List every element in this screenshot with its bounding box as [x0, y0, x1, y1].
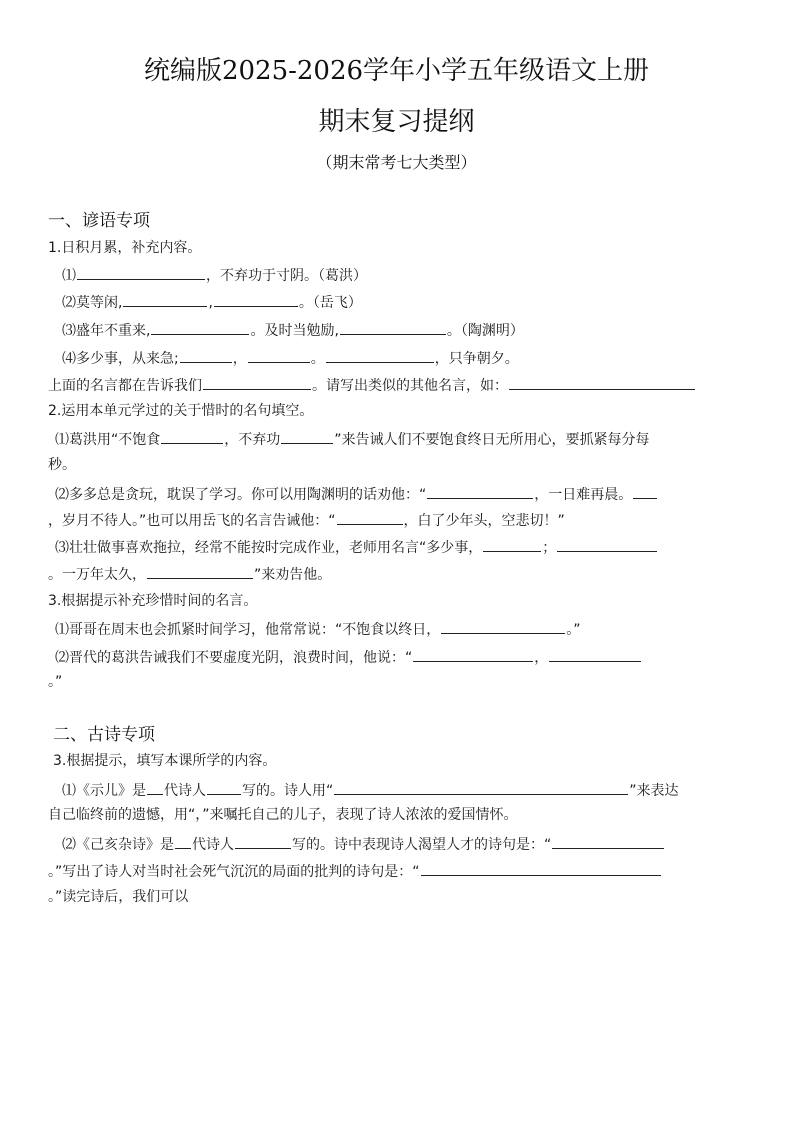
q1-b-prefix: ⑵莫等闲,: [62, 295, 123, 311]
answer-blank[interactable]: [147, 564, 253, 579]
answer-blank[interactable]: [509, 375, 695, 390]
q3-b-mid: ，: [534, 650, 549, 666]
q3-item-a: [55, 619, 581, 639]
q2-a-prefix: ⑴葛洪用“不饱食: [55, 432, 161, 448]
q2-item-a: [55, 429, 650, 449]
answer-blank[interactable]: [235, 834, 291, 849]
q2-item-c: [55, 537, 658, 557]
q2-item-b-cont: [48, 510, 565, 530]
q1-item-d: [62, 348, 519, 368]
s2-q3-item-a-cont: 自己临终前的遗憾，用“，”来嘱托自己的儿子，表现了诗人浓浓的爱国情怀。: [48, 807, 518, 823]
q2-c-cont-suffix: ”来劝告他。: [254, 567, 332, 583]
s2-a-suffix: ”来表达: [629, 783, 679, 799]
s2-a-mid2: 写的。诗人用“: [242, 783, 334, 799]
answer-blank[interactable]: [281, 429, 333, 444]
s2-b-prefix: ⑵《己亥杂诗》是: [62, 837, 174, 853]
answer-blank[interactable]: [326, 348, 434, 363]
q2-b-prefix: ⑵多多总是贪玩，耽误了学习。你可以用陶渊明的话劝他：“: [55, 487, 427, 503]
answer-blank[interactable]: [175, 834, 191, 849]
q2-item-b: [55, 484, 658, 504]
q2-item-a-cont: 秒。: [48, 457, 76, 473]
q1-item-e: [48, 375, 696, 395]
q1-d-prefix: ⑷多少事，从来急;: [62, 351, 179, 367]
q3-a-prefix: ⑴哥哥在周末也会抓紧时间学习，他常常说：“不饱食以终日，: [55, 622, 441, 638]
q2-item-c-cont: [48, 564, 331, 584]
q1-a-suffix: ，不弃功于寸阴。（葛洪）: [206, 268, 367, 284]
q2-c-mid: ；: [542, 540, 557, 556]
q1-d-suffix: ，只争朝夕。: [434, 351, 519, 367]
q1-b-mid: ,: [208, 295, 213, 311]
answer-blank[interactable]: [557, 537, 657, 552]
answer-blank[interactable]: [161, 429, 223, 444]
q1-c-mid: 。及时当勉励,: [250, 323, 339, 339]
answer-blank[interactable]: [123, 292, 207, 307]
answer-blank[interactable]: [77, 265, 205, 280]
answer-blank[interactable]: [151, 320, 249, 335]
answer-blank[interactable]: [214, 292, 298, 307]
s2-q3-item-b-cont: [48, 861, 662, 881]
answer-blank[interactable]: [337, 510, 403, 525]
q2-stem: 2.运用本单元学过的关于惜时的名句填空。: [48, 403, 314, 419]
q1-d-mid1: ，: [232, 351, 247, 367]
document-subtitle: （期末常考七大类型）: [316, 153, 477, 172]
section2-heading: 二、古诗专项: [53, 725, 155, 745]
answer-blank[interactable]: [334, 780, 628, 795]
answer-blank[interactable]: [633, 484, 657, 499]
q3-a-suffix: 。”: [566, 622, 581, 638]
answer-blank[interactable]: [421, 861, 661, 876]
q1-e-prefix: 上面的名言都在告诉我们: [48, 378, 202, 394]
s2-q3-item-b-cont2: 。”读完诗后，我们可以: [48, 889, 189, 905]
q3-b-prefix: ⑵晋代的葛洪告诫我们不要虚度光阴，浪费时间，他说：“: [55, 650, 413, 666]
s2-q3-item-b: [62, 834, 665, 854]
answer-blank[interactable]: [207, 780, 241, 795]
q2-a-suffix: ”来告诫人们不要饱食终日无所用心，要抓紧每分每: [334, 432, 650, 448]
q1-item-c: [62, 320, 524, 340]
q2-b-mid: ，一日难再晨。: [534, 487, 633, 503]
answer-blank[interactable]: [147, 780, 163, 795]
s2-b-mid2: 写的。诗中表现诗人渴望人才的诗句是：“: [292, 837, 552, 853]
q2-b-cont-suffix: ，白了少年头，空悲切！”: [403, 513, 565, 529]
s2-b-mid1: 代诗人: [192, 837, 234, 853]
s2-q3-item-a: [62, 780, 679, 800]
section1-heading: 一、谚语专项: [48, 211, 150, 231]
answer-blank[interactable]: [413, 647, 533, 662]
answer-blank[interactable]: [248, 348, 310, 363]
q3-item-b-cont: 。”: [48, 674, 63, 690]
answer-blank[interactable]: [483, 537, 541, 552]
q1-e-mid: 。请写出类似的其他名言，如：: [312, 378, 508, 394]
answer-blank[interactable]: [340, 320, 446, 335]
q2-c-cont-prefix: 。一万年太久，: [48, 567, 146, 583]
s2-b-cont-prefix: 。”写出了诗人对当时社会死气沉沉的局面的批判的诗句是：“: [48, 864, 420, 880]
q1-b-suffix: 。（岳飞）: [298, 295, 362, 311]
document-title-line2: 期末复习提纲: [318, 107, 475, 137]
answer-blank[interactable]: [549, 647, 641, 662]
q3-stem: 3.根据提示补充珍惜时间的名言。: [48, 593, 258, 609]
q1-c-prefix: ⑶盛年不重来,: [62, 323, 151, 339]
document-title-line1: 统编版2025-2026学年小学五年级语文上册: [143, 56, 650, 86]
s2-a-mid1: 代诗人: [164, 783, 206, 799]
q2-a-mid: ，不弃功: [224, 432, 281, 448]
answer-blank[interactable]: [441, 619, 565, 634]
q1-item-a: [62, 265, 367, 285]
q1-d-mid2: 。: [310, 351, 325, 367]
answer-blank[interactable]: [180, 348, 232, 363]
q1-item-b: [62, 292, 362, 312]
q1-stem: 1.日积月累，补充内容。: [48, 240, 202, 256]
q1-c-suffix: 。（陶渊明）: [446, 323, 524, 339]
s2-a-prefix: ⑴《示儿》是: [62, 783, 146, 799]
q2-b-cont-prefix: ，岁月不待人。”也可以用岳飞的名言告诫他：“: [48, 513, 336, 529]
q2-c-prefix: ⑶壮壮做事喜欢拖拉，经常不能按时完成作业，老师用名言“多少事，: [55, 540, 483, 556]
s2-q3-stem: 3.根据提示，填写本课所学的内容。: [53, 753, 277, 769]
answer-blank[interactable]: [427, 484, 533, 499]
q1-a-prefix: ⑴: [62, 268, 76, 284]
answer-blank[interactable]: [552, 834, 664, 849]
q3-item-b: [55, 647, 642, 667]
answer-blank[interactable]: [203, 375, 311, 390]
